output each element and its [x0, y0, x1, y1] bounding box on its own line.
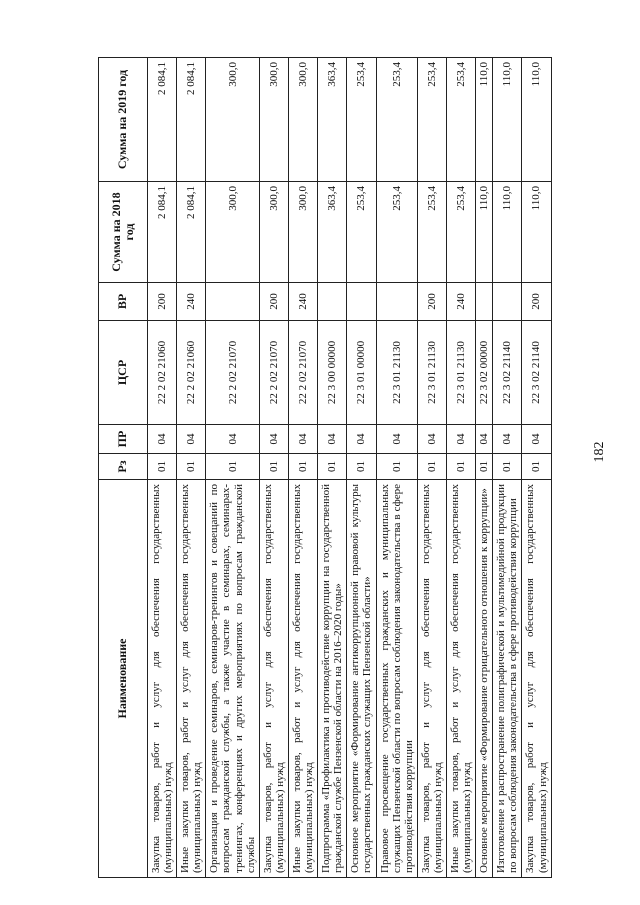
cell-csr: 22 3 02 21140: [522, 321, 551, 425]
cell-pr: 04: [446, 425, 475, 454]
cell-pr: 04: [417, 425, 446, 454]
page-number: 182: [592, 441, 607, 463]
cell-vr: [347, 283, 376, 321]
table-row: [318, 58, 347, 878]
cell-pr: 04: [206, 425, 259, 454]
cell-sum-2019: 253,4: [417, 58, 446, 182]
cell-rz: 01: [347, 454, 376, 480]
cell-sum-2018: 110,0: [476, 182, 493, 283]
cell-sum-2018: 300,0: [206, 182, 259, 283]
cell-sum-2018: 110,0: [493, 182, 522, 283]
cell-vr: [318, 283, 347, 321]
cell-csr: 22 3 01 21130: [376, 321, 417, 425]
cell-sum-2018: 300,0: [259, 182, 288, 283]
cell-name: Закупка товаров, работ и услуг для обеспечения государственных (муниципальных) нужд: [259, 480, 288, 878]
cell-csr: 22 2 02 21060: [148, 321, 177, 425]
cell-csr: 22 2 02 21070: [259, 321, 288, 425]
cell-name: Закупка товаров, работ и услуг для обеспечения государственных (муниципальных) нужд: [148, 480, 177, 878]
header-sum-2019: Сумма на 2019 год: [99, 58, 148, 182]
cell-sum-2019: 2 084,1: [148, 58, 177, 182]
cell-sum-2019: 300,0: [206, 58, 259, 182]
table-row: [417, 58, 446, 878]
cell-rz: 01: [476, 454, 493, 480]
header-csr: ЦСР: [99, 321, 148, 425]
cell-name: Основное мероприятие «Формирование отрицательного отношения к коррупции»: [476, 480, 493, 878]
cell-vr: 240: [177, 283, 206, 321]
cell-vr: 200: [259, 283, 288, 321]
cell-pr: 04: [177, 425, 206, 454]
cell-name: Иные закупки товаров, работ и услуг для обеспечения государственных (муниципальных) нужд: [177, 480, 206, 878]
cell-csr: 22 2 02 21060: [177, 321, 206, 425]
cell-sum-2018: 300,0: [288, 182, 317, 283]
cell-sum-2019: 110,0: [522, 58, 551, 182]
table-row: [259, 58, 288, 878]
cell-rz: 01: [522, 454, 551, 480]
cell-rz: 01: [177, 454, 206, 480]
cell-name: Закупка товаров, работ и услуг для обеспечения государственных (муниципальных) нужд: [417, 480, 446, 878]
table-row: [177, 58, 206, 878]
cell-sum-2019: 110,0: [476, 58, 493, 182]
table-row: [288, 58, 317, 878]
table-row: [446, 58, 475, 878]
cell-rz: 01: [259, 454, 288, 480]
cell-pr: 04: [476, 425, 493, 454]
table-row: [347, 58, 376, 878]
cell-sum-2018: 2 084,1: [148, 182, 177, 283]
cell-pr: 04: [259, 425, 288, 454]
table-row: [476, 58, 493, 878]
cell-sum-2019: 300,0: [259, 58, 288, 182]
header-pr: ПР: [99, 425, 148, 454]
cell-sum-2019: 253,4: [446, 58, 475, 182]
cell-name: Иные закупки товаров, работ и услуг для обеспечения государственных (муниципальных) нужд: [446, 480, 475, 878]
cell-csr: 22 3 02 21140: [493, 321, 522, 425]
cell-vr: 200: [522, 283, 551, 321]
cell-sum-2018: 253,4: [417, 182, 446, 283]
cell-sum-2018: 2 084,1: [177, 182, 206, 283]
cell-rz: 01: [417, 454, 446, 480]
cell-sum-2019: 253,4: [376, 58, 417, 182]
rotated-table-container: [98, 58, 588, 878]
cell-sum-2019: 253,4: [347, 58, 376, 182]
cell-csr: 22 2 02 21070: [288, 321, 317, 425]
header-rz: Рз: [99, 454, 148, 480]
cell-rz: 01: [376, 454, 417, 480]
cell-rz: 01: [206, 454, 259, 480]
table-row: [493, 58, 522, 878]
cell-pr: 04: [148, 425, 177, 454]
cell-csr: 22 3 01 21130: [417, 321, 446, 425]
cell-csr: 22 3 01 21130: [446, 321, 475, 425]
cell-sum-2019: 300,0: [288, 58, 317, 182]
cell-vr: 200: [148, 283, 177, 321]
cell-sum-2018: 110,0: [522, 182, 551, 283]
cell-name: Подпрограмма «Профилактика и противодействие коррупции на государственной гражданской службе Пензенской области на 2016–2020 годы»: [318, 480, 347, 878]
cell-rz: 01: [446, 454, 475, 480]
table-body: [148, 58, 552, 878]
cell-csr: 22 3 00 00000: [318, 321, 347, 425]
header-name: Наименование: [99, 480, 148, 878]
cell-csr: 22 2 02 21070: [206, 321, 259, 425]
cell-sum-2018: 253,4: [376, 182, 417, 283]
cell-name: Изготовление и распространение полиграфической и мультимедийной продукции по вопросам соблюдения законодательства в сфере противодействия коррупции: [493, 480, 522, 878]
cell-rz: 01: [288, 454, 317, 480]
cell-sum-2019: 363,4: [318, 58, 347, 182]
cell-rz: 01: [318, 454, 347, 480]
budget-table: [98, 57, 552, 878]
cell-rz: 01: [148, 454, 177, 480]
cell-pr: 04: [493, 425, 522, 454]
table-header: [99, 58, 148, 878]
cell-vr: 240: [446, 283, 475, 321]
cell-name: Правовое просвещение государственных гражданских и муниципальных служащих Пензенской области по вопросам соблюдения законодательства в сфере противодействия коррупции: [376, 480, 417, 878]
cell-name: Организация и проведение семинаров, семинаров-тренингов и совещаний по вопросам гражданской службы, а также участие в семинарах, семинарах-тренингах, конференциях и других мероприятиях по вопросам гражданской службы: [206, 480, 259, 878]
cell-vr: [376, 283, 417, 321]
cell-vr: [493, 283, 522, 321]
table-row: [206, 58, 259, 878]
cell-pr: 04: [522, 425, 551, 454]
cell-name: Иные закупки товаров, работ и услуг для обеспечения государственных (муниципальных) нужд: [288, 480, 317, 878]
cell-csr: 22 3 02 00000: [476, 321, 493, 425]
cell-sum-2018: 253,4: [446, 182, 475, 283]
cell-name: Основное мероприятие «Формирование антикоррупционной правовой культуры государственных гражданских служащих Пензенской области»: [347, 480, 376, 878]
cell-vr: [476, 283, 493, 321]
cell-pr: 04: [376, 425, 417, 454]
cell-rz: 01: [493, 454, 522, 480]
table-row: [522, 58, 551, 878]
cell-pr: 04: [288, 425, 317, 454]
cell-csr: 22 3 01 00000: [347, 321, 376, 425]
cell-vr: 240: [288, 283, 317, 321]
cell-pr: 04: [347, 425, 376, 454]
header-sum-2018: Сумма на 2018 год: [99, 182, 148, 283]
table-row: [376, 58, 417, 878]
cell-pr: 04: [318, 425, 347, 454]
cell-name: Закупка товаров, работ и услуг для обеспечения государственных (муниципальных) нужд: [522, 480, 551, 878]
cell-vr: [206, 283, 259, 321]
cell-sum-2018: 253,4: [347, 182, 376, 283]
cell-sum-2018: 363,4: [318, 182, 347, 283]
table-row: [148, 58, 177, 878]
cell-vr: 200: [417, 283, 446, 321]
cell-sum-2019: 110,0: [493, 58, 522, 182]
cell-sum-2019: 2 084,1: [177, 58, 206, 182]
header-vr: ВР: [99, 283, 148, 321]
